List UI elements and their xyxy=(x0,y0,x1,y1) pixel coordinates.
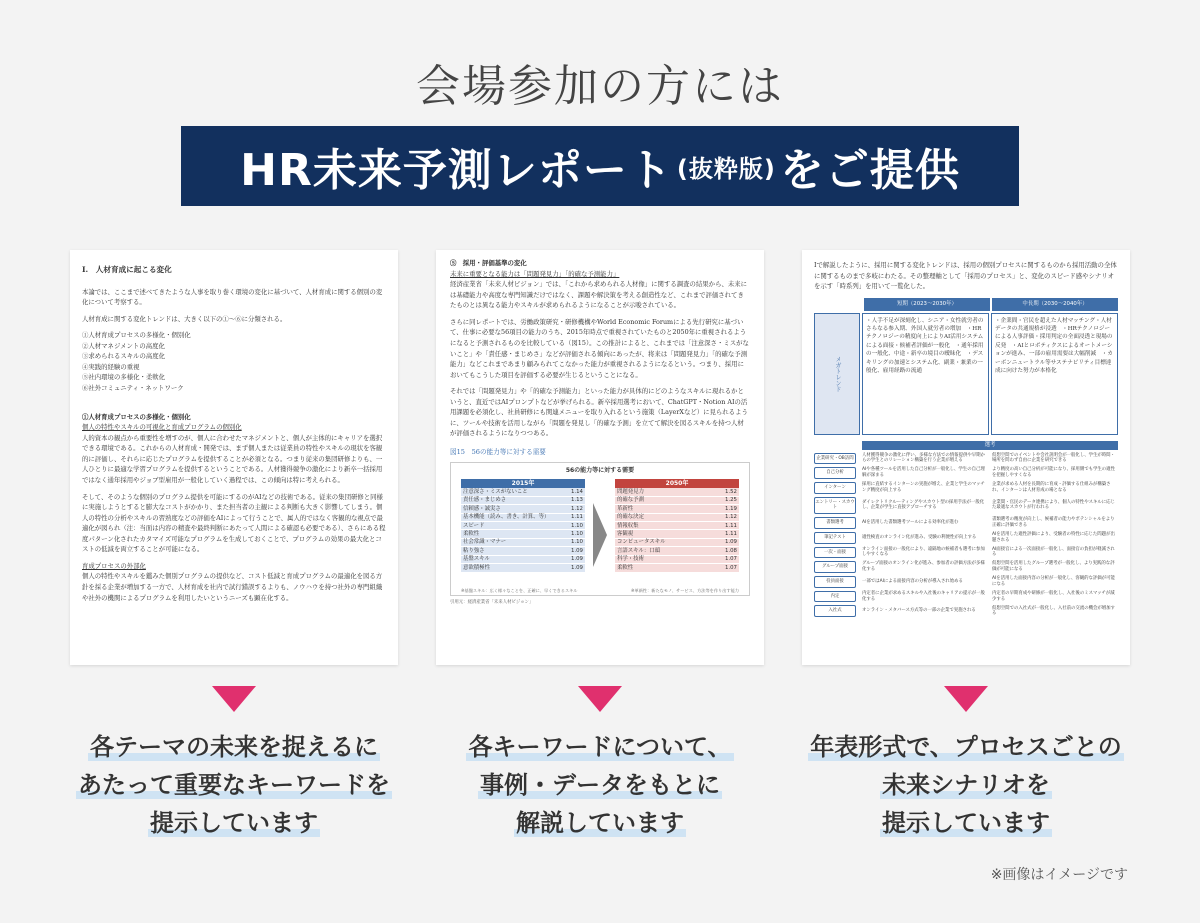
table-row: 基盤スキル 1.09 xyxy=(463,556,583,563)
column-2050 xyxy=(615,479,739,573)
column-header-short: 短期（2023〜2030年） xyxy=(864,298,990,311)
ability-demand-figure xyxy=(450,462,750,596)
process-mid: 企業間・官民のデータ連携により、個人の特性やスキルに応じた最適なスカウトが行われる xyxy=(992,499,1115,511)
process-row xyxy=(814,605,1118,617)
process-short: 適性検査のオンライン化が進み、受験の利便性が向上する xyxy=(862,534,977,540)
image-note: ※画像はイメージです xyxy=(990,867,1128,883)
caption-line: 各テーマの未来を捉えるに xyxy=(90,733,378,761)
process-mid: 仮想空間での入社式が一般化し、入社前の交流の機会が増加する xyxy=(992,605,1115,617)
pointer-down-icon xyxy=(578,686,622,712)
table-row: 情報収集 1.11 xyxy=(617,522,737,529)
table-row: 注意深さ・ミスがないこと 1.14 xyxy=(463,488,583,495)
figure-note: ※革新性：新たなモノ、サービス、方法等を作り出す能力 xyxy=(631,587,739,593)
paragraph: 人的資本の観点から重要性を増すのが、個人に合わせたマネジメントと、個人が主体的にキャリアを選択できる環境である。これからの人材育成・開発では、まず個人または従業員の特性やスキルの現状を客観的に評価し、それらに応じたプログラムを提供することが必須となる。つまり従来の集団研修よりも、一人ひとりに最適な学習プログラムを提供するということである。人材獲得競争の激化により新卒一括採用ではなく通年採用やジョブ型雇用が一般化していく過程では、この傾向は特に考えられる。 xyxy=(82,433,383,484)
process-label: インターン xyxy=(814,482,856,494)
process-mid: 仮想空間でのイベントや会社説明会が一般化し、学生が時間・場所を問わず自由に企業を研究できる xyxy=(992,452,1115,464)
timeline-header xyxy=(814,298,1118,311)
caption-line: 提示しています xyxy=(882,809,1050,837)
table-row: 革新性 1.19 xyxy=(617,505,737,512)
table-row: スピード 1.10 xyxy=(463,522,583,529)
process-label: 一次・面接 xyxy=(814,547,856,559)
process-short: 採用に直結するインターンの実施が増え、企業と学生のマッチング精度が向上する xyxy=(862,482,985,493)
process-row xyxy=(814,591,1118,603)
table-row: 的確な決定 1.12 xyxy=(617,514,737,521)
table-row: 科学・技術 1.07 xyxy=(617,556,737,563)
column-header: 2015年 xyxy=(461,479,585,488)
table-row: 信頼感・誠実さ 1.12 xyxy=(463,505,583,512)
column-header-mid: 中長期（2030〜2040年） xyxy=(992,298,1118,311)
paragraph: そして、そのような個別のプログラム提供を可能にするのがAIなどの技術である。従来の集団研修と同様に実施しようとすると膨大なコストがかかり、また担当者の主観による判断も大きく影響してしまう。個人の特性の分析やスキルの習熟度などの評価をAIによって行うことで、属人的ではなく客観的な視点で最適化が図られ（注：当面は内容の精査や最終判断にあたって人間による確認も必要である）、さらにある程度パターン化されたカタマイズ可能なプログラムを生成しておくことで、プログラムの効果の最大化とコストの低減を両立することが可能になる。 xyxy=(82,492,386,554)
process-row xyxy=(814,561,1118,573)
sub-heading: 未来に重要となる能力は「問題発見力」「的確な予測能力」 xyxy=(450,269,620,278)
process-label: 内定 xyxy=(814,591,856,603)
caption-line: あたって重要なキーワードを xyxy=(78,771,390,799)
report-banner xyxy=(181,126,1019,206)
sub-heading: 育成プロセスの外部化 xyxy=(82,561,146,570)
report-page-preview-3 xyxy=(802,250,1130,665)
list-item: ⑤社内環境の多様化・柔軟化 xyxy=(82,373,166,382)
report-page-preview-1 xyxy=(70,250,398,665)
section-title: ⑤ 採用・評価基準の変化 xyxy=(450,259,527,267)
caption-line: 解説しています xyxy=(516,809,684,837)
caption-line: 各キーワードについて、 xyxy=(468,733,732,761)
list-item: ④実践的経験の重視 xyxy=(82,362,140,371)
paragraph: それでは「問題発見力」や「的確な予測能力」といった能力が具体的にどのようなスキルに現れるかというと、直近ではAIプロンプトなどが挙げられる。新卒採用選考において、ChatGPT・Notion AIの活用課題を必須化し、社員研修にも関連メニューを取り入れるという施策（LayerXなど）に見られるように、ツールや技術を活用しながら「問題を発見し「的確な予測」を立てて解決を図るスキルを持つ人材が評価されるようになりつつある。 xyxy=(450,387,748,438)
table-cell: ・企業間・官民を超えた人材マッチング・人材データの共通規格が浸透 ・HRテクノロジーによる人事評価・採用判定の全面浸透と現場の反発 ・AIとロボティクスによるオートメーションが進み、一部の雇用需要は大幅削減 ・カーボンニュートラル等サステナビリティ目標達成に向けた努力が本格化 xyxy=(991,313,1118,435)
table-row: 柔軟性 1.10 xyxy=(463,530,583,537)
list-item: ③求められるスキルの高度化 xyxy=(82,352,166,361)
column-2015 xyxy=(461,479,585,573)
caption-1 xyxy=(64,728,404,842)
process-header: 選考 xyxy=(862,441,1118,450)
process-short: オンライン面接の一般化により、遠隔地の候補者も選考に参加しやすくなる xyxy=(862,546,985,558)
figure-note: ※基盤スキル：広く様々なことを、正確に、早くできるスキル xyxy=(461,587,578,593)
process-mid: AI面接官による一次面接が一般化し、面接官の負担が軽減される xyxy=(992,546,1115,558)
process-label: 役員面接 xyxy=(814,576,856,588)
process-mid: AIを活用した面接内容の分析が一般化し、客観的な評価が可能になる xyxy=(992,576,1115,587)
caption-3 xyxy=(796,728,1136,842)
process-mid: AIを活用した適性評価により、受験者の特性に応じた問題が出題される xyxy=(992,531,1115,543)
table-cell: ・人手不足が深刻化し、シニア・女性就労者のさらなる参入期、外国人就労者の増加 ・HRテクノロジーの精度向上によりAI活用システムによる面接・候補者評価が一般化 ・通年採用の一般化、中途・新卒の境目の曖昧化 ・デスキリングの加速とシステム化、副業・兼業の一般化、雇用経路の流通 xyxy=(862,313,989,435)
process-short: 内定者に企業が求めるスキルや入社後のキャリアの提示が一般化する xyxy=(862,590,985,602)
process-short: グループ面接のオンライン化が進み、参加者の評価方法が多様化する xyxy=(862,561,985,573)
megatrend-row xyxy=(814,313,1118,435)
table-row: 客観視 1.11 xyxy=(617,530,737,537)
process-short: 人材獲得競争の激化に伴い、多様な方法での情報提供や早期からの学生とのリレーション構築を行う企業が増える xyxy=(862,452,985,464)
row-label: メガトレンド xyxy=(814,313,860,435)
table-row: コンピュータスキル 1.09 xyxy=(617,539,737,546)
process-label: 企業研究・OB訪問 xyxy=(814,453,856,465)
table-row: 社会常識・マナー 1.10 xyxy=(463,539,583,546)
paragraph: 経済産業省「未来人材ビジョン」では、「これから求められる人材像」に関する調査の結果から、未来には基礎能力や高度な専門知識だけではなく、課題や解決策を考える創造性など、これまで評価されてきたものとは異なる能力やスキルが求められるようになることが示唆されている。 xyxy=(450,280,748,310)
pointer-down-icon xyxy=(944,686,988,712)
list-item: ①人材育成プロセスの多様化・個別化 xyxy=(82,331,191,340)
process-short: AIを活用した書類選考ツールによる効率化が進む xyxy=(862,520,959,526)
banner-sub: (抜粋版) xyxy=(676,154,776,183)
figure-title: 図15 56の能力等に対する需要 xyxy=(450,448,546,456)
figure-header: 56の能力等に対する需要 xyxy=(565,466,635,474)
banner-tail: をご提供 xyxy=(779,145,960,196)
paragraph: さらに同レポートでは、労働政策研究・研修機構やWorld Economic Forumによる先行研究に基づいて、仕事に必要な56項目の能力のうち、2015年時点で重視されていたものと2050年に重視されるようになると予測されるものを比較している（図15）。この推計によると、これまでは「注意深さ・ミスがないこと」や「責任感・まじめさ」などが評価される傾向にあったが、将来は「問題発見力」「的確な予測能力」などこれまであまり顧みられてこなかった能力が重視されるようになるという。つまり、採用においてもこうした項目を評価する必要が生じるということになる。 xyxy=(450,317,749,379)
process-label: 入社式 xyxy=(814,605,856,617)
table-row: 問題発見力 1.52 xyxy=(617,488,737,495)
paragraph: 個人の特性やスキルを鑑みた個別プログラムの提供など、コスト低減と育成プログラムの最適化を図る方針を採る企業が増加する一方で、人材育成を社内で試行錯誤するよりも、ノウハウを持つ社外の専門組織や社外の機関によるプログラムを利用したいというニーズも顕在化する。 xyxy=(82,572,383,602)
sub-section-title: ①人材育成プロセスの多様化・個別化 xyxy=(82,412,191,421)
process-short: AIや各種ツールを活用した自己分析が一般化し、学生の自己理解が深まる xyxy=(862,467,985,479)
banner-main: HR未来予測レポート xyxy=(240,145,673,196)
list-item: ⑥社外コミュニティ・ネットワーク xyxy=(82,384,184,393)
arrow-right-icon xyxy=(593,503,607,567)
process-mid: 書類選考の精度が向上し、候補者の能力やポテンシャルをより正確に評価できる xyxy=(992,517,1115,528)
paragraph: Iで解説したように、採用に関する変化トレンドは、採用の個別プロセスに関するものから採用活動の全体に関するものまで多岐にわたる。その整理軸として「採用のプロセス」と、変化のスピード感やシナリオを示す「時系列」を用いて一覧化した。 xyxy=(814,261,1117,291)
process-mid: 仮想空間を活用したグループ選考が一般化し、より実践的な評価が可能になる xyxy=(992,561,1115,573)
table-row: 言語スキル：口頭 1.08 xyxy=(617,547,737,554)
column-header: 2050年 xyxy=(615,479,739,488)
process-mid: 企業が求める人材を長期的に育成・評価する仕組みが構築され、インターンは人材育成の場となる xyxy=(992,482,1111,493)
process-row xyxy=(814,467,1118,479)
caption-line: 年表形式で、プロセスごとの xyxy=(810,733,1122,761)
process-label: グループ面接 xyxy=(814,561,856,573)
process-label: 自己分析 xyxy=(814,467,856,479)
process-short: オンライン・メタバース方式等の一部の企業で実施される xyxy=(862,608,976,614)
table-row: 基本機能（読み、書き、計算、等） 1.11 xyxy=(463,514,583,521)
caption-line: 未来シナリオを xyxy=(882,771,1050,799)
process-list xyxy=(814,453,1118,618)
process-row xyxy=(814,453,1118,465)
process-mid: 内定者の早期育成や研修が一般化し、入社後のミスマッチが減少する xyxy=(992,590,1115,602)
section-title: I. 人材育成に起こる変化 xyxy=(82,265,172,274)
table-row: 責任感・まじめさ 1.13 xyxy=(463,497,583,504)
table-row: 粘り強さ 1.09 xyxy=(463,547,583,554)
process-row xyxy=(814,576,1118,588)
trend-list xyxy=(82,330,386,393)
paragraph: 人材育成に関する変化トレンドは、大きく以下の①〜⑥に分類される。 xyxy=(82,314,287,323)
process-short: ダイレクトリクルーティングやスカウト型の採用手法が一般化し、企業が学生に直接アプローチする xyxy=(862,499,985,511)
process-row xyxy=(814,482,1118,494)
process-row xyxy=(814,547,1118,559)
list-item: ②人材マネジメントの高度化 xyxy=(82,341,165,350)
process-short: 一部ではAIによる面接内容の分析が導入され始める xyxy=(862,578,963,584)
table-row: 意欲積極性 1.09 xyxy=(463,564,583,571)
page-heading: 会場参加の方には xyxy=(416,61,784,112)
process-label: エントリー・スカウト xyxy=(814,497,856,514)
pointer-down-icon xyxy=(212,686,256,712)
table-row: 柔軟性 1.07 xyxy=(617,564,737,571)
process-row xyxy=(814,532,1118,544)
process-label: 書類選考 xyxy=(814,517,856,529)
table-row: 的確な予測 1.25 xyxy=(617,497,737,504)
figure-notes xyxy=(461,588,739,593)
sub-heading: 個人の特性やスキルの可視化と育成プログラムの個別化 xyxy=(82,423,242,432)
process-row xyxy=(814,517,1118,529)
caption-line: 提示しています xyxy=(150,809,318,837)
process-mid: より精度の高い自己分析が可能になり、採用側でも学生の適性を把握しやすくなる xyxy=(992,467,1115,479)
caption-line: 事例・データをもとに xyxy=(480,771,720,799)
caption-2 xyxy=(430,728,770,842)
process-label: 筆記テスト xyxy=(814,532,856,544)
paragraph: 本論では、ここまで述べてきたような人事を取り巻く環境の変化に基づいて、人材育成に関する個別の変化について考察する。 xyxy=(82,287,383,307)
source-note: 引用元：経済産業省「未来人材ビジョン」 xyxy=(450,599,534,605)
report-page-preview-2 xyxy=(436,250,764,665)
process-row xyxy=(814,497,1118,514)
